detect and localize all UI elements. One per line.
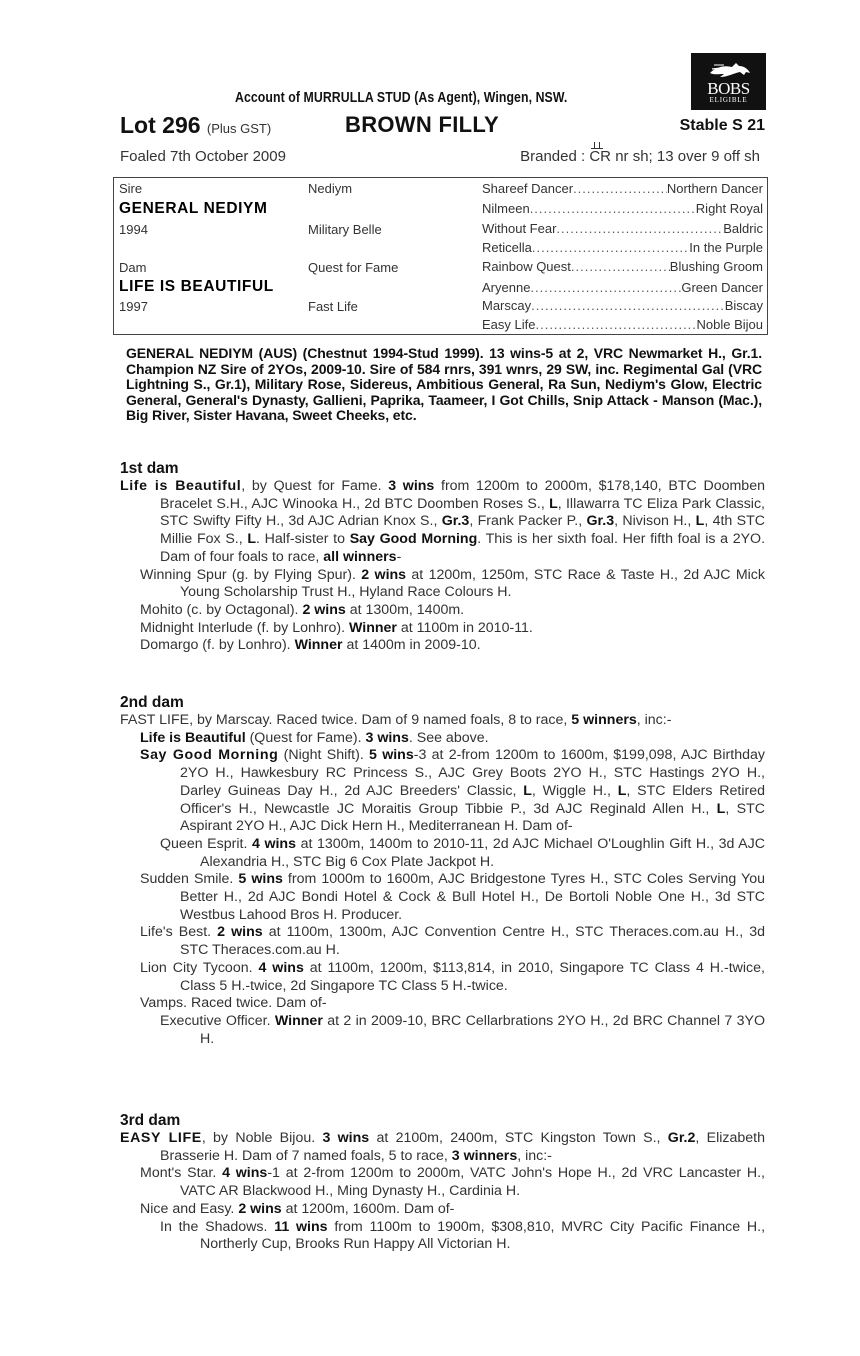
text: Winning Spur (g. by Flying Spur). xyxy=(140,566,362,583)
leader-dots xyxy=(573,181,667,196)
leader-dots xyxy=(571,259,670,274)
group-badge: Gr.3 xyxy=(441,513,470,530)
progeny-entry: Vamps. Raced twice. Dam of- xyxy=(140,995,327,1012)
text: at 1200m, 1600m. Dam of- xyxy=(281,1200,455,1217)
text: at 1100m, 1200m, $113,814, in 2010, Singapore TC Class 4 H.-twice, Class 5 H.-twice, 2d Singapore TC Class 5 H.-twice. xyxy=(180,959,765,994)
grandparent-sire: Right Royal xyxy=(695,201,763,216)
winners: 5 winners xyxy=(571,712,637,728)
dam-name: Life is Beautiful xyxy=(120,478,242,494)
text: Domargo (f. by Lonhro). xyxy=(140,637,295,654)
text: In the Shadows. xyxy=(160,1218,275,1235)
grandparent-row xyxy=(482,317,763,332)
listed-badge: L xyxy=(549,495,558,512)
brand-mark xyxy=(589,148,611,165)
grand-progeny-entry xyxy=(120,1013,765,1048)
dam-year: 1997 xyxy=(119,299,148,314)
text: Mont's Star. xyxy=(140,1165,223,1182)
half-sister-name: Say Good Morning xyxy=(349,531,478,548)
text: , Elizabeth Brasserie H. Dam of 7 named foals, 5 to race, xyxy=(160,1130,765,1164)
text: , by Noble Bijou. xyxy=(201,1130,323,1146)
text: Nice and Easy. xyxy=(140,1200,239,1217)
grandparent-sire: Biscay xyxy=(724,298,763,313)
text: Sudden Smile. xyxy=(140,871,239,888)
text: at 1100m, 1300m, AJC Convention Centre H., STC Theraces.com.au H., 3d STC Theraces.com.au H. xyxy=(180,924,765,959)
third-dam-main xyxy=(120,1130,765,1165)
dam-dam: Fast Life xyxy=(308,299,358,314)
wins: 5 wins xyxy=(369,747,414,764)
grandparent-name: Easy Life xyxy=(482,317,536,332)
wins: Winner xyxy=(294,637,343,654)
wins: 5 wins xyxy=(238,871,283,888)
text: , by Quest for Fame. xyxy=(241,478,389,494)
sire-sire: Nediym xyxy=(308,181,353,196)
text: , inc:- xyxy=(636,712,672,728)
bobs-eligible-logo xyxy=(691,53,766,110)
branded-label: Branded : xyxy=(520,148,586,165)
grandparent-row xyxy=(482,280,763,295)
text: , inc:- xyxy=(517,1147,552,1164)
dam-sire: Quest for Fame xyxy=(308,260,399,275)
logo-title: BOBS xyxy=(707,79,750,98)
progeny-entry xyxy=(120,602,765,620)
wins: 11 wins xyxy=(274,1218,328,1235)
grand-progeny-entry xyxy=(120,836,765,871)
horse-name: Say Good Morning xyxy=(140,747,279,764)
progeny-entry xyxy=(120,567,765,602)
text: at 2100m, 2400m, STC Kingston Town S., xyxy=(369,1130,668,1146)
grandparent-sire: Baldric xyxy=(723,221,763,236)
dam-name: EASY LIFE xyxy=(120,1130,202,1146)
grandparent-name: Nilmeen xyxy=(482,201,530,216)
leader-dots xyxy=(532,240,689,255)
text: -3 at 2-from 1200m to 1600m, $199,098, AJC Birthday 2YO H., Hawkesbury RC Princess S., AJC Grey Boots 2YO H., STC Hastings 2YO H., Darley Guineas Day H., 2d AJC Breeders' Classic, xyxy=(180,747,765,799)
wins: 2 wins xyxy=(238,1200,282,1217)
first-dam-heading: 1st dam xyxy=(120,460,179,477)
text: at 1400m in 2009-10. xyxy=(342,637,481,654)
text: , 4th STC Millie Fox S., xyxy=(160,513,765,548)
leader-dots xyxy=(530,201,696,216)
brand-info xyxy=(520,148,760,165)
text: (Night Shift). xyxy=(278,747,370,764)
wins: 2 wins xyxy=(302,601,346,618)
grandparent-sire: Northern Dancer xyxy=(666,181,763,196)
leader-dots xyxy=(530,280,681,295)
wins: Winner xyxy=(274,1012,323,1029)
text: at 1300m, 1400m to 2010-11, 2d AJC Michael O'Loughlin Gift H., 3d AJC Alexandria H., STC Big 6 Cox Plate Jackpot H. xyxy=(200,835,765,870)
brand-letters: CR xyxy=(589,148,612,165)
text: -1 at 2-from 1200m to 2000m, VATC John's Hope H., 2d VRC Lancaster H., VATC AR Blackwood H., Ming Dynasty H., Cardinia H. xyxy=(180,1165,765,1200)
wins: 2 wins xyxy=(217,924,263,941)
lot-label: Lot 296 xyxy=(120,112,201,138)
third-dam-section xyxy=(120,1112,765,1254)
grandparent-row xyxy=(482,240,763,255)
second-dam-section xyxy=(120,694,765,1048)
progeny-entry xyxy=(120,924,765,959)
text: - xyxy=(396,548,402,565)
leader-dots xyxy=(535,317,696,332)
text: from 1100m to 1900m, $308,810, MVRC City Pacific Finance H., Northerly Cup, Brooks Run Happy All Victorian H. xyxy=(200,1218,766,1253)
winners: 3 winners xyxy=(451,1147,518,1164)
text: Midnight Interlude (f. by Lonhro). xyxy=(140,619,349,636)
grandparent-sire: Blushing Groom xyxy=(669,259,763,274)
grandparent-row xyxy=(482,221,763,236)
wins: 4 wins xyxy=(258,959,304,976)
group-badge: Gr.3 xyxy=(586,513,615,530)
second-dam-heading: 2nd dam xyxy=(120,694,184,711)
foaled-date: Foaled 7th October 2009 xyxy=(120,148,286,165)
grandparent-name: Rainbow Quest xyxy=(482,259,571,274)
horse-head-icon xyxy=(706,59,752,81)
text: Life's Best. xyxy=(140,924,218,941)
text: at 1300m, 1400m. xyxy=(345,601,465,618)
text: , Illawarra TC Eliza Park Classic, STC Swifty Fifty H., 3d AJC Adrian Knox S., xyxy=(160,495,765,530)
dam-name: LIFE IS BEAUTIFUL xyxy=(119,278,274,295)
listed-badge: L xyxy=(716,800,726,817)
grandparent-name: Marscay xyxy=(482,298,532,313)
progeny-entry xyxy=(120,620,765,638)
dam-label: Dam xyxy=(119,260,147,275)
listed-badge: L xyxy=(617,782,627,799)
first-dam-main xyxy=(120,478,765,567)
lot-number xyxy=(120,112,271,139)
text: at 1100m in 2010-11. xyxy=(396,619,533,636)
text: (Quest for Fame). xyxy=(245,729,366,746)
sire-label: Sire xyxy=(119,181,143,196)
grandparent-name: Aryenne xyxy=(482,280,531,295)
pedigree-table xyxy=(113,177,768,335)
lot-line xyxy=(120,112,765,140)
grandparent-row xyxy=(482,259,763,274)
grandparent-name: Without Fear xyxy=(482,221,557,236)
listed-badge: L xyxy=(523,782,532,799)
progeny-entry xyxy=(120,1165,765,1200)
grandparent-row xyxy=(482,201,763,216)
listed-badge: L xyxy=(695,513,705,530)
wins: 4 wins xyxy=(251,835,296,852)
progeny-entry xyxy=(120,637,765,655)
grandparent-sire: Noble Bijou xyxy=(696,317,763,332)
text: Executive Officer. xyxy=(160,1012,275,1029)
leader-dots xyxy=(556,221,723,236)
grandparent-name: Shareef Dancer xyxy=(482,181,574,196)
text: from 1000m to 1600m, AJC Bridgestone Tyres H., STC Coles Serving You Better H., 2d AJC Bondi Hotel & Cock & Bull Hotel H., De Bortoli Noble One H., 3d STC Westbus Lahood Bros H. Producer. xyxy=(180,871,765,923)
text: , STC Aspirant 2YO H., AJC Dick Hern H., Mediterranean H. Dam of- xyxy=(180,800,765,835)
grandparent-row xyxy=(482,181,763,196)
progeny-entry xyxy=(120,730,765,748)
stable-number: Stable S 21 xyxy=(679,117,765,134)
third-dam-heading: 3rd dam xyxy=(120,1112,181,1129)
wins: 2 wins xyxy=(361,566,407,583)
grandparent-row xyxy=(482,298,763,313)
progeny-entry xyxy=(120,871,765,924)
text: from 1200m to 2000m, $178,140, BTC Doomben Bracelet S.H., AJC Winooka H., 2d BTC Doomben Roses S., xyxy=(160,478,765,512)
text: FAST LIFE, by Marscay. Raced twice. Dam of 9 named foals, 8 to race, xyxy=(120,712,572,728)
listed-badge: L xyxy=(247,531,257,548)
brand-bar-icon xyxy=(591,142,603,149)
horse-name: Life is Beautiful xyxy=(140,729,246,746)
text: Queen Esprit. xyxy=(160,835,252,852)
sire-dam: Military Belle xyxy=(308,222,382,237)
group-badge: Gr.2 xyxy=(667,1130,696,1146)
logo-subtitle: ELIGIBLE xyxy=(709,96,748,104)
second-dam-main xyxy=(120,712,765,730)
text: . This is her sixth foal. Her fifth foal is a 2YO. Dam of four foals to race, xyxy=(160,531,766,565)
text: Mohito (c. by Octagonal). xyxy=(140,601,303,618)
sex-colour: BROWN FILLY xyxy=(345,112,500,137)
wins: 3 wins xyxy=(388,478,435,494)
progeny-entry xyxy=(120,1201,765,1219)
text: , STC Elders Retired Officer's H., Newcastle JC Moraitis Group Tibbie P., 3d AJC Reginald Allen H., xyxy=(180,782,765,817)
wins: 3 wins xyxy=(322,1130,370,1146)
sire-name: GENERAL NEDIYM xyxy=(119,200,268,217)
progeny-entry xyxy=(120,960,765,995)
grandparent-name: Reticella xyxy=(482,240,532,255)
wins: 4 wins xyxy=(222,1165,268,1182)
text: , Wiggle H., xyxy=(531,782,618,799)
sire-year: 1994 xyxy=(119,222,148,237)
text: , Frank Packer P., xyxy=(469,513,587,530)
grandparent-sire: In the Purple xyxy=(689,240,763,255)
leader-dots xyxy=(531,298,725,313)
text: . Half-sister to xyxy=(256,531,350,548)
lot-note: (Plus GST) xyxy=(206,121,272,136)
wins: 3 wins xyxy=(365,729,409,746)
sire-summary: GENERAL NEDIYM (AUS) (Chestnut 1994-Stud 1999). 13 wins-5 at 2, VRC Newmarket H., Gr.1. Champion NZ Sire of 2YOs, 2009-10. Sire of 584 rnrs, 391 wnrs, 29 SW, inc. Regimental Gal (VRC Lightning S., Gr.1), Military Rose, Sidereus, Ambitious General, Ra Sun, Nediym's Glow, Electric General, General's Dynasty, Gallieni, Paprika, Taameer, I Got Chills, Snip Attack - Manson (Mac.), Big River, Sister Havana, Sweet Cheeks, etc. xyxy=(126,345,762,424)
text: at 2 in 2009-10, BRC Cellarbrations 2YO H., 2d BRC Channel 7 3YO H. xyxy=(200,1012,765,1047)
first-dam-section xyxy=(120,460,765,655)
grandparent-sire: Green Dancer xyxy=(681,280,763,295)
branded-rest: nr sh; 13 over 9 off sh xyxy=(615,148,760,165)
vendor-account: Account of MURRULLA STUD (As Agent), Wingen, NSW. xyxy=(235,89,568,106)
progeny-entry xyxy=(120,747,765,836)
wins: Winner xyxy=(348,619,397,636)
text: at 1200m, 1250m, STC Race & Taste H., 2d AJC Mick Young Scholarship Trust H., Hyland Race Colours H. xyxy=(180,566,765,601)
text: Lion City Tycoon. xyxy=(140,959,259,976)
text: . See above. xyxy=(408,729,489,746)
text: , Nivison H., xyxy=(614,513,696,530)
grand-progeny-entry xyxy=(120,1219,765,1254)
all-winners: all winners xyxy=(323,548,397,565)
